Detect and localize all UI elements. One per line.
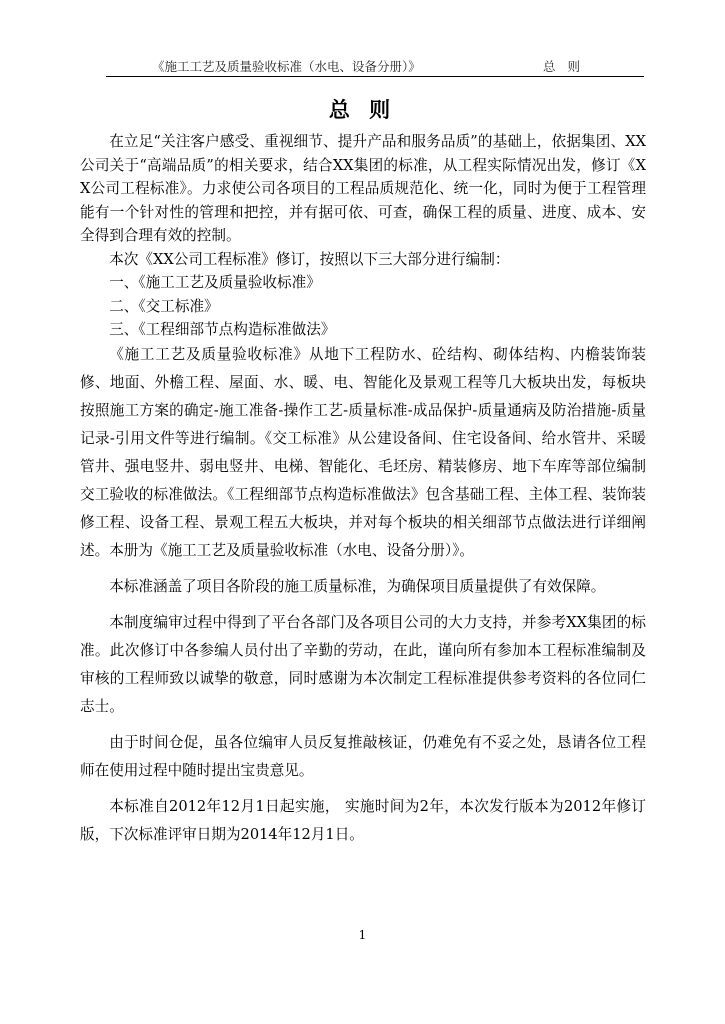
header-section-name: 总 则 bbox=[543, 59, 584, 74]
intro-paragraph: 在立足“关注客户感受、重视细节、提升产品和服务品质”的基础上，依据集团、XX公司关于“高端品质”的相关要求，结合XX集团的标准，从工程实际情况出发，修订《XX公司工程标准》。力求使公司各项目的工程品质规范化、统一化，同时为便于工程管理能有一个针对性的管理和把控，并有据可依、可查，确保工程的质量、进度、成本、安全得到合理有效的控制。 bbox=[80, 133, 646, 244]
header-document-title: 《施工工艺及质量验收标准（水电、设备分册）》 bbox=[152, 59, 421, 74]
intro-section bbox=[80, 130, 646, 342]
list-item: 三、《工程细部节点构造标准做法》 bbox=[109, 321, 336, 338]
body-paragraph: 由于时间仓促，虽各位编审人员反复推敲核证，仍难免有不妥之处，恳请各位工程师在使用过程中随时提出宝贵意见。 bbox=[80, 734, 646, 779]
list-item: 一、《施工工艺及质量验收标准》 bbox=[109, 274, 321, 291]
body-paragraph: 本制度编审过程中得到了平台各部门及各项目公司的大力支持，并参考XX集团的标准。此次修订中各参编人员付出了辛勤的劳动，在此，谨向所有参加本工程标准编制及审核的工程师致以诚挚的敬意，同时感谢为本次制定工程标准提供参考资料的各位同仁志士。 bbox=[80, 614, 646, 715]
list-item: 二、《交工标准》 bbox=[109, 297, 219, 315]
detail-section bbox=[80, 341, 646, 849]
body-paragraph: 本标准自2012年12月1日起实施， 实施时间为2年，本次发行版本为2012年修订版，下次标准评审日期为2014年12月1日。 bbox=[80, 798, 646, 843]
page-number: 1 bbox=[358, 928, 367, 942]
running-header bbox=[106, 59, 644, 75]
body-paragraph: 本标准涵盖了项目各阶段的施工质量标准，为确保项目质量提供了有效保障。 bbox=[109, 578, 606, 595]
header-divider bbox=[106, 76, 644, 77]
page-title: 总 则 bbox=[328, 98, 397, 122]
body-paragraph: 《施工工艺及质量验收标准》从地下工程防水、砼结构、砌体结构、内檐装饰装修、地面、外檐工程、屋面、水、暖、电、智能化及景观工程等几大板块出发，每板块按照施工方案的确定-施工准备-操作工艺-质量标准-成品保护-质量通病及防治措施-质量记录-引用文件等进行编制。《交工标准》从公建设备间、住宅设备间、给水管井、采暖管井、强电竖井、弱电竖井、电梯、智能化、毛坯房、精装修房、地下车库等部位编制交工验收的标准做法。《工程细部节点构造标准做法》包含基础工程、主体工程、装饰装修工程、设备工程、景观工程五大板块，并对每个板块的相关细部节点做法进行详细阐述。本册为《施工工艺及质量验收标准（水电、设备分册）》。 bbox=[80, 346, 646, 559]
intro-paragraph: 本次《XX公司工程标准》修订，按照以下三大部分进行编制： bbox=[109, 250, 510, 268]
